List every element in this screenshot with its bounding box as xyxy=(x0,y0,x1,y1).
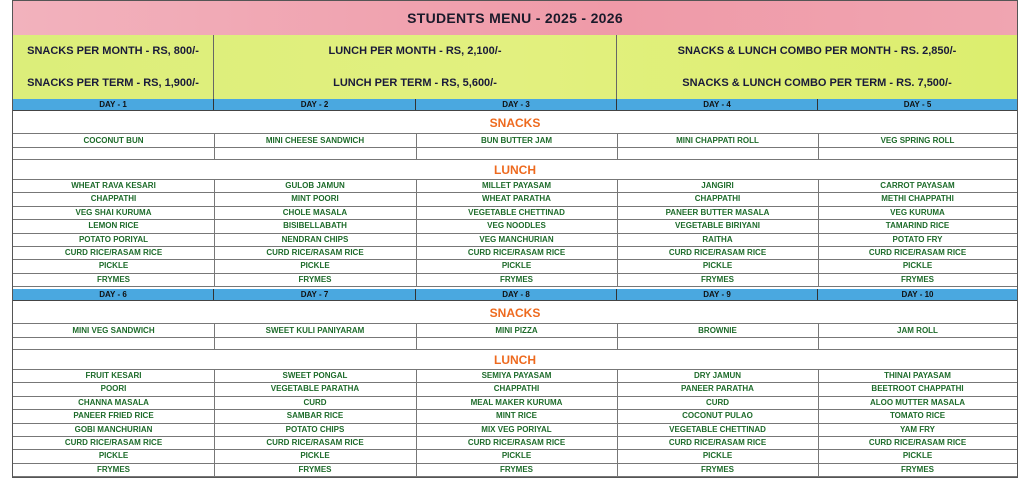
lunch-item: DRY JAMUN xyxy=(693,371,742,380)
lunch-item: CARROT PAYASAM xyxy=(880,181,955,190)
lunch-item: FRYMES xyxy=(96,274,131,284)
snack-item: BUN BUTTER JAM xyxy=(480,135,553,145)
pricing-row-term xyxy=(13,67,1017,100)
day-header-5: DAY - 5 xyxy=(903,100,932,109)
lunch-item: FRYMES xyxy=(700,274,735,284)
lunch-item: WHEAT PARATHA xyxy=(482,194,551,204)
lunch-item: PICKLE xyxy=(902,451,933,461)
lunch-item: TAMARIND RICE xyxy=(885,221,950,231)
menu-title-bar xyxy=(13,1,1017,36)
lunch-item: BEETROOT CHAPPATHI xyxy=(871,384,964,394)
lunch-item: SAMBAR RICE xyxy=(286,411,344,421)
column-divider xyxy=(214,133,215,159)
lunch-section-title: LUNCH xyxy=(494,163,536,177)
lunch-item: CHOLE MASALA xyxy=(282,207,348,217)
menu-sheet xyxy=(12,0,1018,478)
column-divider xyxy=(416,369,417,476)
lunch-item: RAITHA xyxy=(702,234,733,244)
lunch-item: GOBI MANCHURIAN xyxy=(74,424,153,434)
column-divider xyxy=(214,179,215,286)
lunch-item: CHANNA MASALA xyxy=(78,397,149,407)
lunch-item: MEAL MAKER KURUMA xyxy=(470,397,563,407)
grid-rule xyxy=(13,159,1017,160)
day-header-2: DAY - 2 xyxy=(214,99,416,110)
lunch-item: FRYMES xyxy=(499,464,534,474)
lunch-item: POTATO CHIPS xyxy=(285,424,345,434)
lunch-item: VEG SHAI KURUMA xyxy=(75,207,152,217)
price-combo-month: SNACKS & LUNCH COMBO PER MONTH - RS. 2,850/- xyxy=(677,45,957,57)
lunch-item: PICKLE xyxy=(98,261,129,271)
lunch-item: PICKLE xyxy=(702,451,733,461)
day-header-10: DAY - 10 xyxy=(901,290,934,299)
lunch-item: CURD xyxy=(705,397,730,407)
lunch-item: FRYMES xyxy=(900,274,935,284)
day-header-3: DAY - 3 xyxy=(416,99,617,110)
lunch-item: CURD RICE/RASAM RICE xyxy=(668,248,767,257)
day-header-8: DAY - 8 xyxy=(416,289,617,300)
lunch-item: CURD RICE/RASAM RICE xyxy=(266,438,364,447)
lunch-item: PICKLE xyxy=(501,451,532,461)
lunch-item: FRYMES xyxy=(900,464,935,474)
price-lunch-month: LUNCH PER MONTH - RS, 2,100/- xyxy=(214,35,617,67)
lunch-item: CURD RICE/RASAM RICE xyxy=(668,438,767,447)
lunch-item: VEG MANCHURIAN xyxy=(479,234,554,244)
snack-item: VEG SPRING ROLL xyxy=(880,135,955,145)
lunch-item: POTATO FRY xyxy=(892,234,943,244)
column-divider xyxy=(818,369,819,476)
day-header-9: DAY - 9 xyxy=(617,289,818,300)
lunch-item: YAM FRY xyxy=(900,424,935,434)
lunch-item: PICKLE xyxy=(702,261,733,271)
lunch-item: VEG NOODLES xyxy=(487,221,546,231)
snacks-section-title: SNACKS xyxy=(489,306,541,320)
lunch-item: CURD xyxy=(303,397,327,407)
lunch-item: METHI CHAPPATHI xyxy=(881,194,954,204)
column-divider xyxy=(416,179,417,286)
grid-rule xyxy=(13,147,1017,148)
snack-item: MINI CHAPPATI ROLL xyxy=(676,135,759,145)
lunch-item: VEGETABLE BIRIYANI xyxy=(675,221,760,231)
day-header-1: DAY - 1 xyxy=(13,99,214,110)
lunch-item: PICKLE xyxy=(98,451,129,461)
price-snacks-term: SNACKS PER TERM - RS, 1,900/- xyxy=(13,67,214,99)
lunch-item: PANEER FRIED RICE xyxy=(73,411,154,421)
lunch-item: PICKLE xyxy=(300,261,330,271)
lunch-item: WHEAT RAVA KESARI xyxy=(71,181,156,190)
lunch-item: PANEER PARATHA xyxy=(681,384,754,394)
lunch-item: BISIBELLABATH xyxy=(283,221,347,231)
lunch-item: MIX VEG PORIYAL xyxy=(481,424,552,434)
column-divider xyxy=(214,323,215,349)
lunch-item: VEGETABLE CHETTINAD xyxy=(468,207,565,217)
lunch-item: SEMIYA PAYASAM xyxy=(481,371,552,380)
lunch-item: CHAPPATHI xyxy=(694,194,741,204)
lunch-item: PICKLE xyxy=(300,451,330,461)
lunch-item: MILLET PAYASAM xyxy=(481,181,552,190)
lunch-item: POORI xyxy=(100,384,127,394)
lunch-item: CURD RICE/RASAM RICE xyxy=(266,248,364,257)
lunch-item: VEGETABLE PARATHA xyxy=(270,384,360,394)
column-divider xyxy=(818,323,819,349)
lunch-item: CURD RICE/RASAM RICE xyxy=(64,248,163,257)
snack-item: JAM ROLL xyxy=(897,325,938,335)
lunch-item: CURD RICE/RASAM RICE xyxy=(868,248,967,257)
grid-rule xyxy=(13,349,1017,350)
column-divider xyxy=(617,133,618,159)
snack-item: MINI PIZZA xyxy=(495,325,538,335)
lunch-item: FRYMES xyxy=(298,274,332,284)
lunch-item: VEG KURUMA xyxy=(890,207,945,217)
lunch-item: JANGIRI xyxy=(701,181,734,190)
column-divider xyxy=(818,179,819,286)
lunch-item: PICKLE xyxy=(902,261,933,271)
lunch-item: MINT RICE xyxy=(496,411,537,421)
grid-rule xyxy=(13,476,1017,477)
lunch-item: TOMATO RICE xyxy=(889,411,946,421)
snack-item: BROWNIE xyxy=(698,325,737,335)
menu-title: STUDENTS MENU - 2025 - 2026 xyxy=(407,10,623,26)
lunch-item: GULOB JAMUN xyxy=(285,181,345,190)
lunch-item: CHAPPATHI xyxy=(493,384,540,394)
lunch-item: CURD RICE/RASAM RICE xyxy=(868,438,967,447)
snack-item: COCONUT BUN xyxy=(83,135,144,145)
lunch-item: THINAI PAYASAM xyxy=(884,371,951,380)
lunch-item: ALOO MUTTER MASALA xyxy=(869,397,966,407)
lunch-item: CHAPPATHI xyxy=(90,194,137,204)
column-divider xyxy=(617,179,618,286)
day-header-7: DAY - 7 xyxy=(214,289,416,300)
price-snacks-month: SNACKS PER MONTH - RS, 800/- xyxy=(13,35,214,67)
lunch-item: MINT POORI xyxy=(291,194,339,204)
lunch-item: SWEET PONGAL xyxy=(282,371,348,380)
lunch-item: COCONUT PULAO xyxy=(682,411,753,421)
lunch-item: PICKLE xyxy=(501,261,532,271)
lunch-item: FRYMES xyxy=(96,464,131,474)
day-header-6: DAY - 6 xyxy=(13,289,214,300)
lunch-item: FRYMES xyxy=(499,274,534,284)
lunch-item: LEMON RICE xyxy=(88,221,139,231)
pricing-row-month xyxy=(13,35,1017,68)
column-divider xyxy=(818,133,819,159)
column-divider xyxy=(416,133,417,159)
lunch-item: FRYMES xyxy=(298,464,332,474)
day-header-4: DAY - 4 xyxy=(617,99,818,110)
column-divider xyxy=(617,369,618,476)
snacks-section-title: SNACKS xyxy=(489,116,541,130)
day-header-row xyxy=(13,289,1017,301)
snack-item: MINI VEG SANDWICH xyxy=(72,325,155,335)
price-lunch-term: LUNCH PER TERM - RS, 5,600/- xyxy=(214,67,617,99)
snack-item: SWEET KULI PANIYARAM xyxy=(265,325,365,335)
lunch-item: FRUIT KESARI xyxy=(85,371,142,380)
lunch-item: PANEER BUTTER MASALA xyxy=(665,207,770,217)
column-divider xyxy=(416,323,417,349)
lunch-item: POTATO PORIYAL xyxy=(78,234,149,244)
column-divider xyxy=(617,323,618,349)
snack-item: MINI CHEESE SANDWICH xyxy=(265,135,365,145)
grid-rule xyxy=(13,337,1017,338)
lunch-item: NENDRAN CHIPS xyxy=(281,234,349,244)
grid-rule xyxy=(13,286,1017,287)
lunch-item: VEGETABLE CHETTINAD xyxy=(669,424,766,434)
lunch-item: CURD RICE/RASAM RICE xyxy=(467,248,566,257)
lunch-item: CURD RICE/RASAM RICE xyxy=(64,438,163,447)
lunch-item: CURD RICE/RASAM RICE xyxy=(467,438,566,447)
day-header-row xyxy=(13,99,1017,111)
lunch-item: FRYMES xyxy=(700,464,735,474)
lunch-section-title: LUNCH xyxy=(494,353,536,367)
column-divider xyxy=(214,369,215,476)
price-combo-term: SNACKS & LUNCH COMBO PER TERM - RS. 7,500/- xyxy=(682,77,952,89)
